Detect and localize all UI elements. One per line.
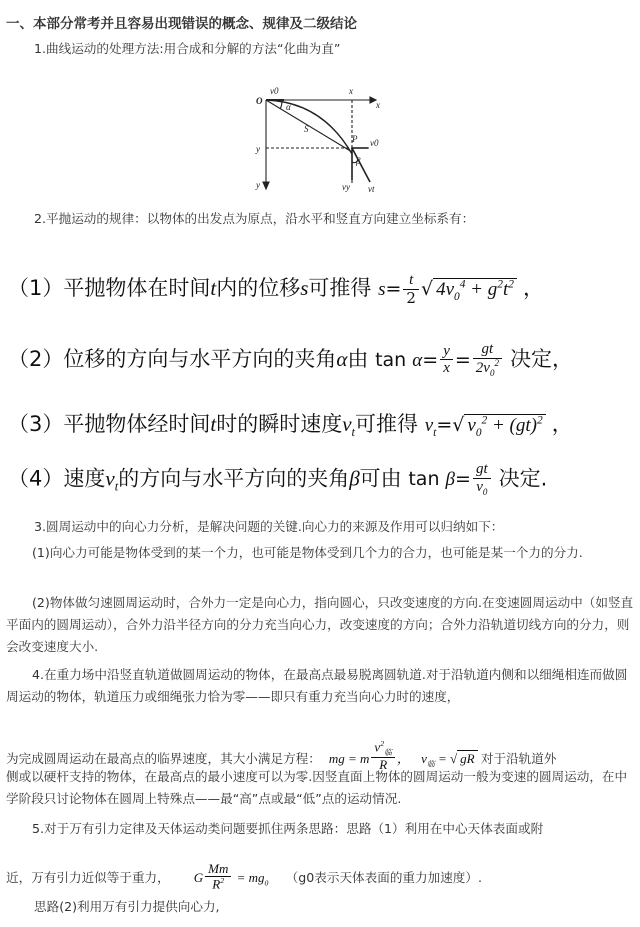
item4-line-a: 为完成圆周运动在最高点的临界速度，其大小满足方程：	[6, 751, 321, 767]
law3-radicand	[464, 414, 545, 439]
law1-text-a: 平抛物体在时间	[63, 276, 211, 300]
label-s: S	[304, 124, 309, 134]
item5-equation	[193, 861, 272, 891]
item2-text: 2.平抛运动的规律：以物体的出发点为原点，沿水平和竖直方向建立坐标系有：	[34, 211, 475, 226]
law2-number: （2）	[8, 346, 64, 371]
law2-frac-x: x	[443, 360, 450, 377]
law1-text-b: 内的位移	[216, 276, 301, 300]
label-p: P	[352, 134, 358, 144]
law3-lhs-sub: t	[433, 426, 437, 439]
law4-beta: β	[349, 466, 360, 491]
section-heading: 一、本部分常考并且容易出现错误的概念、规律及二级结论	[6, 16, 357, 32]
law3-text-c: 可推得	[355, 412, 419, 436]
item5-eq-den-sup: 2	[220, 875, 225, 885]
item4-paragraph2: 侧或以硬杆支持的物体，在最高点的最小速度可以为零.因竖直面上物体的圆周运动一般为变速的圆周运动，在中学阶段只讨论物体在圆周上特殊点——最“高”点或最“低”点的运动情况.	[6, 769, 628, 806]
item4-equation: mg = m $\frac{v^2_临}{R}$ ， $v_临$ = √ gR	[329, 751, 481, 766]
item5-eq-num: Mm	[205, 862, 231, 877]
law4-beta2: β	[445, 469, 456, 491]
law3-text-a: 平抛物体经时间	[63, 412, 211, 436]
law4-line	[8, 462, 547, 498]
label-origin: O	[256, 96, 263, 106]
law2-den-sub0: 0	[489, 367, 495, 378]
law4-frac-den	[473, 479, 491, 498]
item3-intro: 3.圆周运动中的向心力分析，是解决问题的关键.向心力的来源及作用可以归纳如下：	[34, 519, 504, 534]
item4-eq-v-sub: 临	[426, 759, 435, 769]
law3-text-b: 时的瞬时速度	[216, 412, 343, 436]
item4-eq-v: v	[421, 751, 427, 767]
law1-rad-sub0: 0	[454, 290, 460, 303]
law1-number: （1）	[8, 276, 64, 300]
law3-rad-v: v	[467, 415, 476, 436]
law3-eq: =	[436, 414, 453, 436]
law3-lhs: v	[424, 415, 434, 436]
law1-rad-t-sup: 2	[508, 278, 514, 291]
law3-rad-plus-gt: + (gt)	[487, 415, 537, 436]
law4-tan: tan	[408, 468, 440, 491]
law2-frac-gt	[473, 342, 502, 379]
label-x-axis: x	[376, 100, 380, 110]
item5-eq-rhs: = mg	[233, 869, 265, 885]
item5-line-with-equation	[6, 862, 482, 895]
law4-frac-num: gt	[473, 462, 491, 479]
law2-eq: =	[422, 348, 439, 371]
item4-eq-mg: mg = m	[328, 751, 370, 767]
item4-line-b: 对于沿轨道外	[480, 751, 557, 767]
law1-eq: =	[385, 278, 402, 300]
law1-rad-sup4: 4	[459, 278, 466, 291]
item5-eq-den	[205, 877, 231, 892]
item4-eq-den: R	[379, 757, 388, 773]
item3-paragraph2: (2)物体做匀速圆周运动时，合外力一定是向心力，指向圆心，只改变速度的方向.在变速圆周运动中（如竖直平面内的圆周运动），合外力沿半径方向的分力充当向心力，改变速度的方向；合外力沿轨道切线方向的分力，则会改变速度大小.	[6, 595, 634, 654]
law2-den-2v: 2v	[475, 359, 490, 376]
law3-number: （3）	[8, 412, 64, 436]
law2-text-a: 位移的方向与水平方向的夹角	[63, 346, 337, 371]
law1-s: s	[300, 276, 309, 300]
item5-eq-den-r: R	[212, 875, 221, 891]
law2-text-c: 决定，	[510, 346, 573, 371]
law4-v-sub: t	[114, 479, 119, 494]
law3-rad-gt-sup: 2	[536, 414, 543, 427]
item5-eq-fraction	[205, 862, 231, 891]
y-axis-arrow	[263, 182, 269, 189]
label-v0-top: v0	[270, 86, 279, 96]
law1-line	[8, 272, 544, 307]
item5-line-b: （g0表示天体表面的重力加速度）.	[285, 869, 482, 885]
item5-paragraph2: 思路(2)利用万有引力提供向心力,	[34, 899, 220, 914]
item4-eq-num-sup: 2	[380, 739, 385, 748]
label-x-top: x	[349, 86, 353, 96]
law2-text-b: 由	[347, 346, 369, 371]
law2-alpha: α	[336, 346, 348, 371]
law3-line	[8, 408, 573, 440]
law3-v: v	[342, 412, 352, 436]
law1-rad-plus-g: + g	[465, 279, 498, 300]
law2-frac-y: y	[440, 344, 453, 361]
law4-text-d: 决定.	[498, 466, 548, 491]
law1-rad-g-sup: 2	[497, 278, 503, 291]
law1-fraction	[403, 273, 419, 306]
law4-fraction	[473, 462, 491, 498]
law4-v: v	[105, 466, 115, 491]
law2-tan: tan	[375, 348, 407, 371]
label-alpha: α	[286, 102, 291, 112]
law4-eq: =	[455, 468, 471, 491]
item4-eq-num-sub: 临	[384, 747, 392, 757]
law2-frac-yx	[440, 344, 453, 377]
item5-eq-rhs-sub: 0	[264, 878, 269, 888]
law1-t: t	[210, 276, 217, 300]
projectile-diagram	[252, 84, 392, 196]
item4-eq-eq: =	[434, 751, 451, 767]
item4-eq-num-v: v	[374, 739, 381, 755]
item3-paragraph1: (1)向心力可能是物体受到的某一个力，也可能是物体受到几个力的合力，也可能是某一个力的分力.	[32, 545, 583, 560]
law3-v-sub: t	[351, 425, 356, 440]
law2-line	[8, 342, 573, 379]
law1-radicand	[433, 278, 517, 303]
law2-alpha2: α	[412, 349, 423, 371]
law3-rad-sub0: 0	[475, 426, 482, 439]
law4-den-v: v	[476, 478, 483, 495]
label-vy: vy	[342, 182, 350, 192]
label-v0-p: v0	[370, 138, 379, 148]
law3-rad-sup2: 2	[481, 414, 488, 427]
item4-eq-radicand: gR	[457, 750, 477, 766]
law1-rad-t: t	[502, 279, 509, 300]
law1-end: ，	[522, 276, 544, 300]
law2-frac-gt-den	[473, 359, 502, 379]
law3-t: t	[210, 412, 217, 436]
vt-arrow	[352, 148, 370, 182]
law1-frac-den: 2	[406, 289, 416, 308]
label-y-left: y	[256, 144, 260, 154]
label-vt: vt	[368, 184, 375, 194]
law4-number: （4）	[8, 466, 64, 491]
law1-formula: s= $\frac{t}{2}$ √ $4v_0^4 + g^2t^2$	[378, 278, 523, 300]
displacement-line	[266, 100, 352, 152]
law4-formula	[408, 461, 498, 497]
label-y-axis: y	[256, 180, 260, 190]
item4-eq-comma: ，	[396, 751, 410, 767]
law3-formula: $v_t=√$ $v_0^2 + (gt)^2$	[425, 414, 552, 436]
law4-text-c: 可由	[359, 466, 402, 491]
law2-formula	[375, 341, 510, 378]
law2-eq2: =	[454, 348, 471, 371]
item5-line-a: 近，万有引力近似等于重力，	[6, 869, 170, 885]
law1-lhs: s	[378, 279, 386, 300]
law1-rad-4v: 4v	[436, 279, 455, 300]
item4-eq-num	[371, 740, 394, 758]
item5-eq-g: G	[193, 869, 204, 885]
law1-frac-num: t	[403, 273, 419, 290]
item5-paragraph1: 5.对于万有引力定律及天体运动类问题要抓住两条思路：思路（1）利用在中心天体表面或附	[32, 821, 544, 836]
law4-text-a: 速度	[63, 466, 106, 491]
item1-text: 1.曲线运动的处理方法:用合成和分解的方法“化曲为直”	[34, 41, 341, 56]
item4-paragraph1: 4.在重力场中沿竖直轨道做圆周运动的物体，在最高点最易脱离圆轨道.对于沿轨道内侧和以细绳相连而做圆周运动的物体，轨道压力或细绳张力恰为零——即只有重力充当向心力时的速度，	[6, 667, 628, 704]
label-beta: β	[356, 156, 361, 166]
law2-den-sup2: 2	[494, 357, 499, 368]
law4-text-b: 的方向与水平方向的夹角	[118, 466, 350, 491]
law1-text-c: 可推得	[308, 276, 372, 300]
law4-den-sub0: 0	[482, 486, 488, 497]
law3-end: ，	[551, 412, 573, 436]
law2-frac-gt-num: gt	[473, 342, 502, 359]
